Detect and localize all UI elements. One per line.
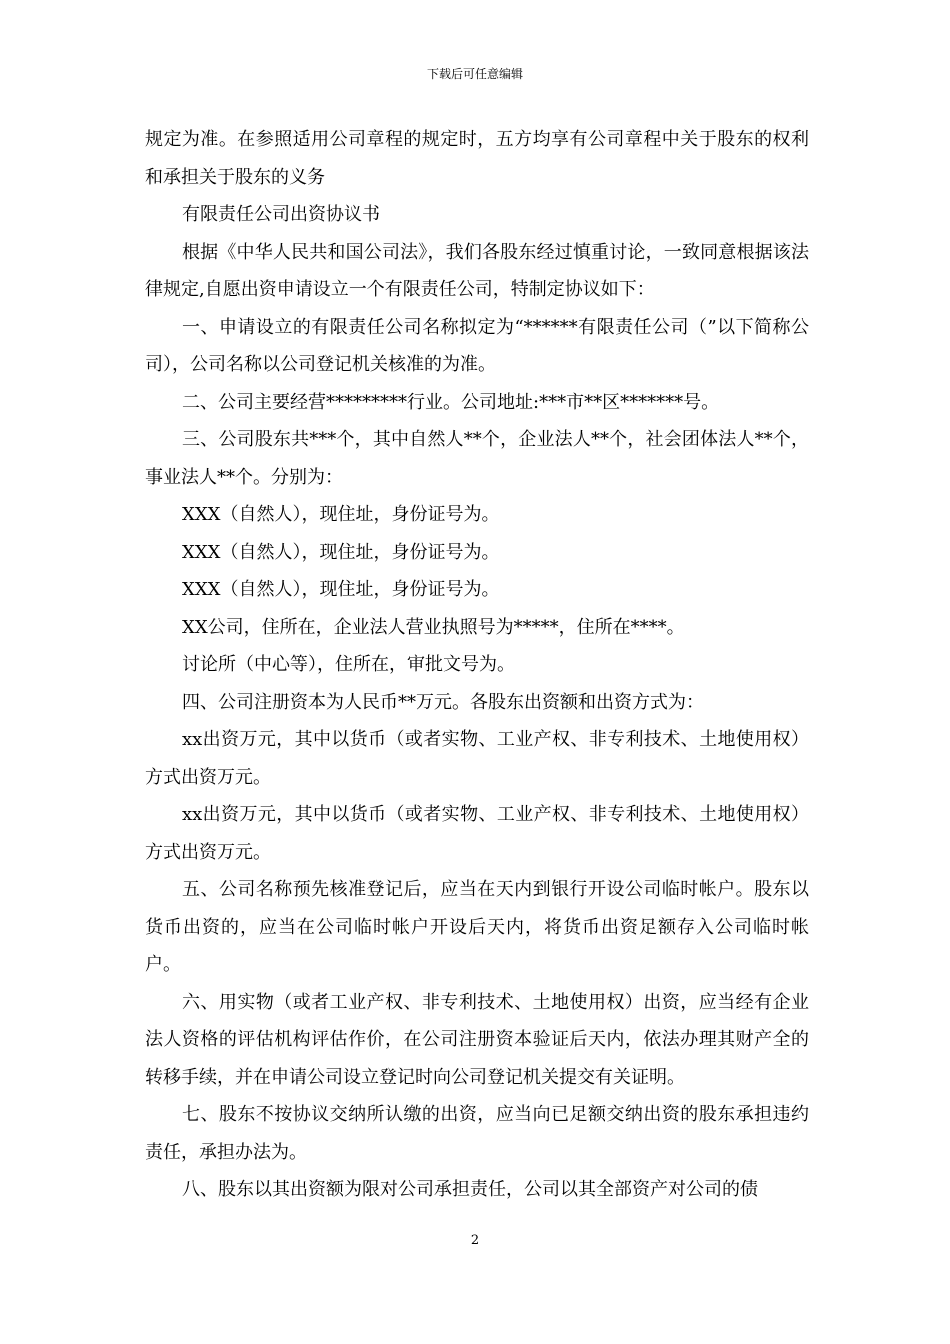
document-body xyxy=(145,121,809,1209)
paragraph-continuation: 规定为准。在参照适用公司章程的规定时，五方均享有公司章程中关于股东的权利和承担关于股东的义务 xyxy=(145,129,809,188)
shareholder-item: XX公司，住所在，企业法人营业执照号为*****，住所在****。 xyxy=(182,616,685,638)
clause-2: 二、公司主要经营*********行业。公司地址:***市**区*******号。 xyxy=(182,391,720,413)
shareholder-item: 讨论所（中心等），住所在，审批文号为。 xyxy=(182,654,515,675)
page-header: 下载后可任意编辑 xyxy=(426,67,523,81)
contribution-item: xx出资万元，其中以货币（或者实物、工业产权、非专利技术、土地使用权）方式出资万元。 xyxy=(145,729,809,788)
clause-5: 五、公司名称预先核准登记后，应当在天内到银行开设公司临时帐户。股东以货币出资的，应当在公司临时帐户开设后天内，将货币出资足额存入公司临时帐户。 xyxy=(145,879,809,975)
clause-3: 三、公司股东共***个，其中自然人**个，企业法人**个，社会团体法人**个，事业法人**个。分别为： xyxy=(145,429,809,488)
paragraph-intro: 根据《中华人民共和国公司法》，我们各股东经过慎重讨论，一致同意根据该法律规定,自愿出资申请设立一个有限责任公司，特制定协议如下： xyxy=(145,241,809,300)
clause-8: 八、股东以其出资额为限对公司承担责任，公司以其全部资产对公司的债 xyxy=(182,1179,758,1200)
shareholder-item: XXX（自然人），现住址，身份证号为。 xyxy=(182,504,500,525)
shareholder-item: XXX（自然人），现住址，身份证号为。 xyxy=(182,541,500,563)
page-number: 2 xyxy=(470,1233,480,1248)
clause-4: 四、公司注册资本为人民币**万元。各股东出资额和出资方式为： xyxy=(182,691,704,713)
clause-7: 七、股东不按协议交纳所认缴的出资，应当向已足额交纳出资的股东承担违约责任，承担办法为。 xyxy=(145,1104,809,1163)
clause-1: 一、申请设立的有限责任公司名称拟定为“******有限责任公司（”以下简称公司），公司名称以公司登记机关核准的为准。 xyxy=(145,316,809,375)
contribution-item: xx出资万元，其中以货币（或者实物、工业产权、非专利技术、土地使用权）方式出资万元。 xyxy=(145,804,809,863)
shareholder-item: XXX（自然人），现住址，身份证号为。 xyxy=(182,579,500,600)
clause-6: 六、用实物（或者工业产权、非专利技术、土地使用权）出资，应当经有企业法人资格的评估机构评估作价，在公司注册资本验证后天内，依法办理其财产全的转移手续，并在申请公司设立登记时向公司登记机关提交有关证明。 xyxy=(145,991,809,1088)
section-title: 有限责任公司出资协议书 xyxy=(182,204,380,225)
